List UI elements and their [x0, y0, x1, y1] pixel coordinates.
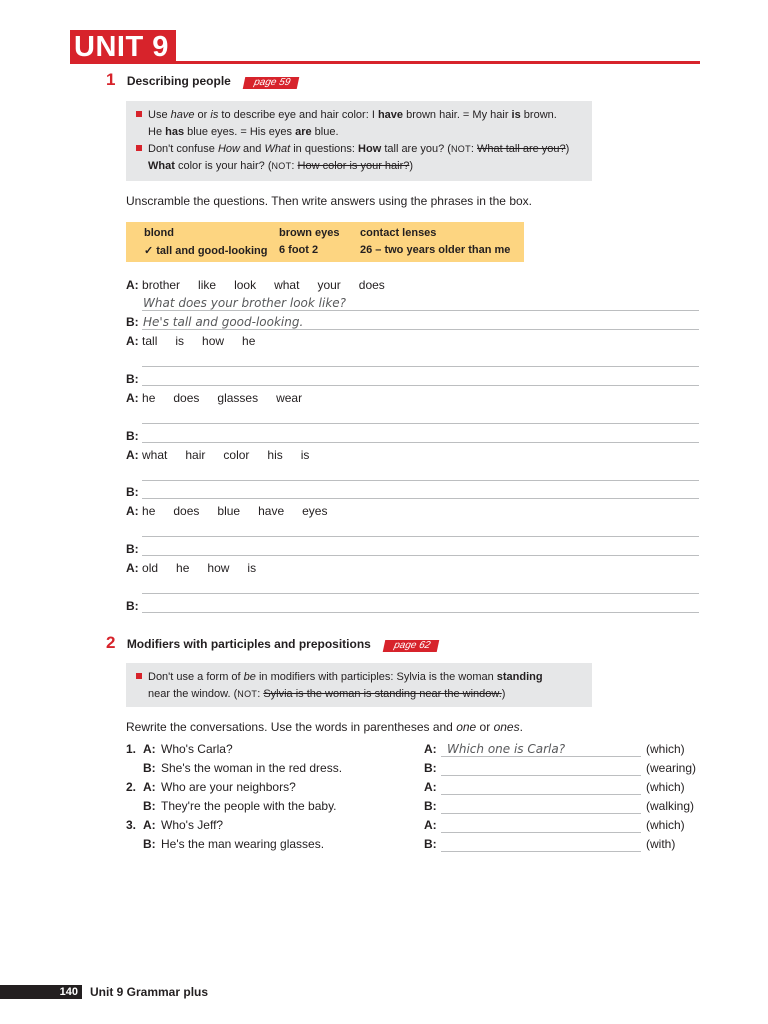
scrambled-word: his: [267, 448, 283, 462]
instruction-text: or: [476, 720, 494, 734]
dialogue-text: Who are your neighbors?: [161, 780, 296, 794]
item-number: 2.: [126, 780, 137, 794]
tip-line-3: [136, 141, 582, 158]
tip-text: brown hair. = My hair: [403, 109, 512, 121]
answer-line[interactable]: [441, 794, 641, 795]
unit-title: UNIT 9: [70, 30, 176, 64]
tip-text: standing: [496, 671, 543, 683]
page-number: 140: [59, 986, 78, 998]
tip-text: near the window. (: [148, 688, 238, 700]
scrambled-word: blue: [217, 504, 241, 518]
exercise-prompt: [126, 504, 345, 518]
speaker-label: B:: [424, 761, 437, 775]
tip-text: have: [170, 109, 195, 121]
tip-text: color is your hair? (: [174, 160, 272, 172]
answer-b-label: [126, 542, 139, 556]
scrambled-word: how: [202, 334, 225, 348]
dialogue-text: They're the people with the baby.: [161, 799, 337, 813]
word-box-item: 6 foot 2: [279, 244, 319, 256]
scrambled-word: wear: [276, 391, 303, 405]
hint-word: (with): [646, 837, 676, 851]
scrambled-word: like: [198, 278, 217, 292]
section1-number: 1: [106, 70, 116, 89]
section1-instruction: Unscramble the questions. Then write answers using the phrases in the box.: [126, 194, 532, 208]
word-box-item: ✓ tall and good-looking: [144, 245, 268, 257]
answer-b-label: [126, 429, 139, 443]
tip-line-2: [136, 686, 582, 703]
footer-page-bar: [0, 985, 82, 999]
header-rule: [176, 61, 700, 64]
section1-heading: [106, 70, 298, 90]
answer-line[interactable]: [441, 775, 641, 776]
scrambled-word: he: [142, 391, 156, 405]
dialogue-text: Who's Carla?: [161, 742, 233, 756]
tip-text: tall are you? (: [381, 143, 451, 155]
tip-text: are: [295, 126, 312, 138]
bullet-icon: [136, 145, 142, 151]
speaker-label: A:: [424, 780, 437, 794]
tip-text: What: [148, 160, 175, 172]
tip-text: ): [501, 688, 506, 700]
answer-line[interactable]: [142, 310, 699, 311]
section1-tip-box: [126, 101, 592, 181]
scrambled-word: tall: [142, 334, 158, 348]
word-box-item: 26 – two years older than me: [360, 244, 511, 256]
instruction-text: ones: [493, 720, 520, 734]
tip-text: is: [511, 109, 521, 121]
scrambled-word: your: [317, 278, 341, 292]
answer-line[interactable]: [142, 555, 699, 556]
tip-text: be: [243, 671, 256, 683]
word-box-item: contact lenses: [360, 227, 437, 239]
tip-text: Use: [148, 109, 171, 121]
scrambled-word: what: [142, 448, 168, 462]
tip-text: How: [217, 143, 240, 155]
scrambled-word: hair: [185, 448, 206, 462]
answer-line[interactable]: [142, 593, 699, 594]
item-number: 1.: [126, 742, 137, 756]
speaker-label: A:: [424, 818, 437, 832]
tip-text: What: [264, 143, 291, 155]
example-answer: Which one is Carla?: [447, 742, 566, 756]
exercise-prompt: [126, 334, 273, 348]
scrambled-word: eyes: [302, 504, 328, 518]
exercise-prompt: [126, 391, 320, 405]
exercise-prompt: [126, 278, 403, 292]
tip-text: brown.: [520, 109, 557, 121]
speaker-label: A:: [126, 504, 139, 518]
scrambled-word: what: [274, 278, 300, 292]
dialogue-text: She's the woman in the red dress.: [161, 761, 343, 775]
tip-text: NOT: [450, 144, 471, 154]
instruction-text: one: [456, 720, 477, 734]
tip-text: Sylvia is the woman is standing near the window.: [263, 688, 502, 700]
answer-line[interactable]: [441, 832, 641, 833]
scrambled-word: does: [173, 391, 200, 405]
answer-line[interactable]: [441, 756, 641, 757]
section2-heading: [106, 633, 438, 653]
tip-text: NOT: [271, 161, 292, 171]
hint-word: (walking): [646, 799, 695, 813]
speaker-label: B:: [126, 485, 139, 499]
answer-line[interactable]: [142, 480, 699, 481]
section2-rows: [126, 742, 706, 862]
answer-line[interactable]: [142, 329, 699, 330]
tip-text: Don't use a form of: [148, 671, 244, 683]
speaker-label: B:: [126, 372, 139, 386]
section2-page-tag: page 62: [383, 640, 440, 652]
scrambled-word: he: [242, 334, 256, 348]
answer-line[interactable]: [142, 385, 699, 386]
speaker-label: A:: [424, 742, 437, 756]
tip-text: and: [240, 143, 265, 155]
scrambled-word: does: [358, 278, 385, 292]
scrambled-word: is: [247, 561, 257, 575]
tip-text: or: [194, 109, 211, 121]
tip-text: has: [165, 126, 185, 138]
answer-line[interactable]: [142, 423, 699, 424]
section2-number: 2: [106, 633, 116, 652]
tip-text: Don't confuse: [148, 143, 218, 155]
scrambled-word: he: [176, 561, 190, 575]
answer-line[interactable]: [142, 612, 699, 613]
speaker-label: B:: [143, 799, 156, 813]
section1-page-tag: page 59: [243, 77, 300, 89]
speaker-label: B:: [424, 837, 437, 851]
scrambled-word: have: [258, 504, 285, 518]
speaker-label: B:: [126, 429, 139, 443]
tip-text: blue eyes. = His eyes: [184, 126, 296, 138]
speaker-label: B:: [126, 599, 139, 613]
tip-text: :: [257, 688, 264, 700]
speaker-label: B:: [126, 315, 139, 329]
bullet-icon: [136, 111, 142, 117]
scrambled-word: old: [142, 561, 159, 575]
dialogue-text: He's the man wearing glasses.: [161, 837, 325, 851]
answer-line[interactable]: [142, 498, 699, 499]
speaker-label: A:: [126, 561, 139, 575]
speaker-label: A:: [143, 780, 156, 794]
answer-b-label: [126, 599, 139, 613]
speaker-label: A:: [126, 448, 139, 462]
hint-word: (which): [646, 742, 685, 756]
tip-text: is: [210, 109, 219, 121]
scrambled-word: does: [173, 504, 200, 518]
speaker-label: A:: [126, 334, 139, 348]
instruction-text: Rewrite the conversations. Use the words in parentheses and: [126, 720, 457, 734]
speaker-label: B:: [424, 799, 437, 813]
section1-title: Describing people: [126, 74, 231, 88]
hint-word: (which): [646, 818, 685, 832]
answer-b-label: [126, 315, 139, 329]
word-box: [126, 222, 524, 262]
section2-title: Modifiers with participles and prepositions: [126, 637, 371, 651]
exercise-prompt: [126, 561, 274, 575]
tip-line-1: [136, 669, 582, 686]
tip-text: blue.: [311, 126, 339, 138]
answer-line[interactable]: [441, 813, 641, 814]
speaker-label: A:: [143, 742, 156, 756]
tip-text: have: [377, 109, 404, 121]
answer-b-label: [126, 485, 139, 499]
section2-instruction: [126, 720, 523, 734]
answer-b-label: [126, 372, 139, 386]
scrambled-word: glasses: [217, 391, 259, 405]
scrambled-word: he: [142, 504, 156, 518]
scrambled-word: color: [223, 448, 250, 462]
answer-line[interactable]: [142, 442, 699, 443]
speaker-label: B:: [143, 761, 156, 775]
tip-line-1: [136, 107, 582, 124]
scrambled-word: is: [175, 334, 185, 348]
answer-line[interactable]: [441, 851, 641, 852]
tip-text: :: [470, 143, 477, 155]
answer-line[interactable]: [142, 536, 699, 537]
hint-word: (wearing): [646, 761, 697, 775]
tip-text: :: [291, 160, 298, 172]
bullet-icon: [136, 673, 142, 679]
exercise-prompt: [126, 448, 327, 462]
tip-text: What tall are you?: [477, 143, 566, 155]
footer-title: Unit 9 Grammar plus: [90, 985, 209, 999]
tip-text: ): [565, 143, 570, 155]
example-answer-b: He's tall and good-looking.: [143, 315, 304, 329]
scrambled-word: how: [207, 561, 230, 575]
tip-line-4: [136, 158, 582, 175]
scrambled-word: brother: [142, 278, 181, 292]
tip-line-2: [136, 124, 582, 141]
tip-text: to describe eye and hair color: I: [218, 109, 378, 121]
tip-text: ): [409, 160, 414, 172]
section2-tip-box: [126, 663, 592, 707]
speaker-label: B:: [126, 542, 139, 556]
scrambled-word: is: [300, 448, 310, 462]
speaker-label: A:: [126, 278, 139, 292]
tip-text: How: [358, 143, 382, 155]
word-box-item: brown eyes: [279, 227, 340, 239]
tip-text: How color is your hair?: [297, 160, 410, 172]
tip-text: NOT: [237, 689, 258, 699]
speaker-label: A:: [126, 391, 139, 405]
example-answer-question: What does your brother look like?: [143, 296, 347, 310]
speaker-label: A:: [143, 818, 156, 832]
dialogue-text: Who's Jeff?: [161, 818, 224, 832]
instruction-text: .: [519, 720, 523, 734]
hint-word: (which): [646, 780, 685, 794]
tip-text: He: [148, 126, 166, 138]
word-box-item: blond: [144, 227, 174, 239]
answer-line[interactable]: [142, 366, 699, 367]
tip-text: in questions:: [290, 143, 359, 155]
tip-text: in modifiers with participles: Sylvia is the woman: [255, 671, 497, 683]
item-number: 3.: [126, 818, 137, 832]
scrambled-word: look: [234, 278, 257, 292]
speaker-label: B:: [143, 837, 156, 851]
